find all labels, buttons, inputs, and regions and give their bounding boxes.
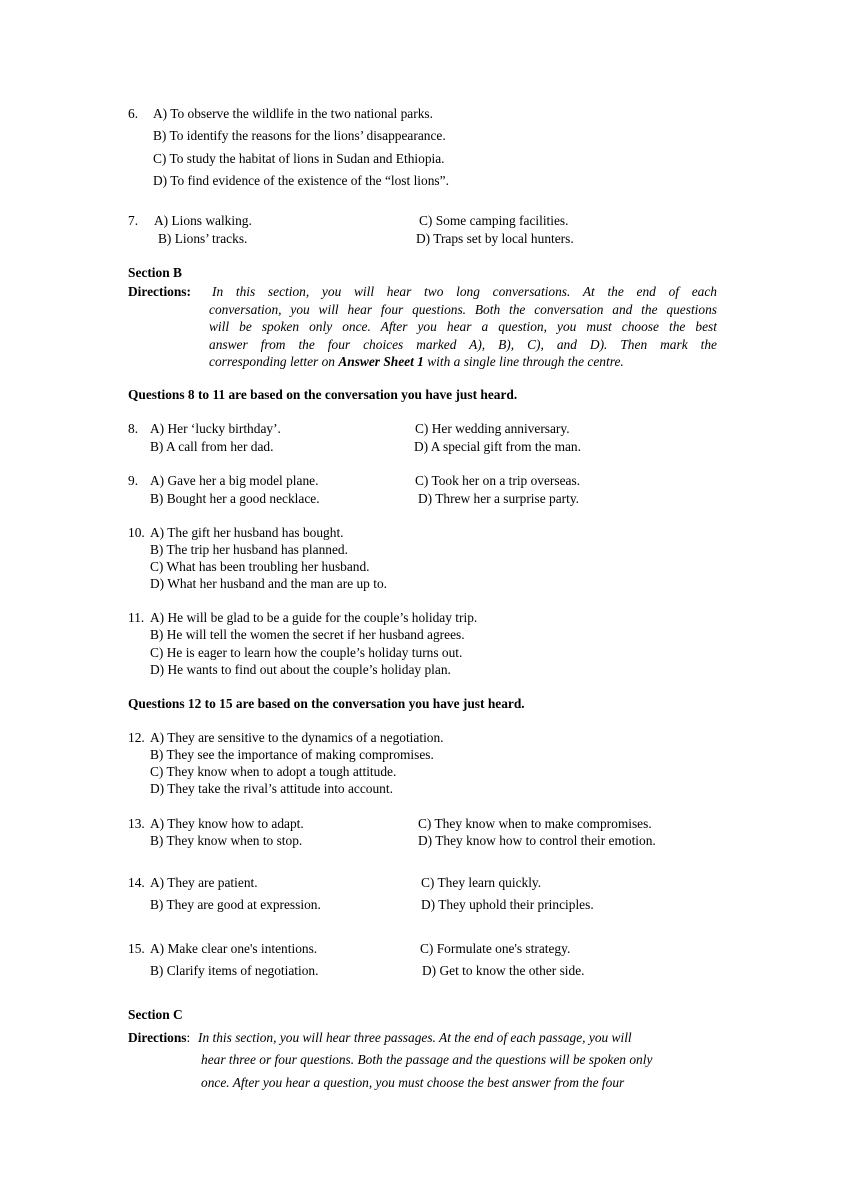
directions-line-5-post: with a single line through the centre. <box>423 354 624 369</box>
directions-line-1: In this section, you will hear three passages. At the end of each passage, you will <box>198 1030 632 1045</box>
q11-option-c: C) He is eager to learn how the couple’s holiday turns out. <box>150 645 463 660</box>
q8-number: 8. <box>128 421 139 436</box>
q10-option-c: C) What has been troubling her husband. <box>150 559 370 574</box>
q14-option-c: C) They learn quickly. <box>421 875 542 890</box>
q14-option-a: A) They are patient. <box>150 875 258 890</box>
q15-number: 15. <box>128 941 145 956</box>
q9-option-d: D) Threw her a surprise party. <box>418 491 580 506</box>
directions-line-2: conversation, you will hear four questions. Both the conversation and the questions <box>209 301 717 317</box>
directions-line-4: answer from the four choices marked A), B), C), and D). Then mark the <box>209 336 717 352</box>
q12-option-d: D) They take the rival’s attitude into account. <box>150 781 393 796</box>
q15-option-c: C) Formulate one's strategy. <box>420 941 571 956</box>
q8-option-d: D) A special gift from the man. <box>414 439 581 454</box>
q10-option-a: A) The gift her husband has bought. <box>150 525 344 540</box>
q11-option-d: D) He wants to find out about the couple’s holiday plan. <box>150 662 451 677</box>
q12-number: 12. <box>128 730 145 745</box>
directions-label-text: Directions <box>128 1030 187 1045</box>
q11-option-b: B) He will tell the women the secret if her husband agrees. <box>150 627 465 642</box>
section-c-title: Section C <box>128 1007 183 1022</box>
section-c-directions-label <box>128 1030 190 1046</box>
group1-heading: Questions 8 to 11 are based on the conversation you have just heard. <box>128 387 518 402</box>
section-b-directions-label <box>128 284 191 300</box>
q9-option-b: B) Bought her a good necklace. <box>150 491 320 506</box>
q9-option-c: C) Took her on a trip overseas. <box>415 473 581 488</box>
q14-option-b: B) They are good at expression. <box>150 897 321 912</box>
directions-line-2: hear three or four questions. Both the passage and the questions will be spoken only <box>201 1052 653 1068</box>
q11-option-a: A) He will be glad to be a guide for the couple’s holiday trip. <box>150 610 478 625</box>
q6-option-b: B) To identify the reasons for the lions’ disappearance. <box>153 128 446 143</box>
q6-option-a: A) To observe the wildlife in the two national parks. <box>153 106 433 121</box>
q6-number: 6. <box>128 106 139 121</box>
q7-option-d: D) Traps set by local hunters. <box>416 231 574 246</box>
section-b-directions-text <box>209 283 717 371</box>
directions-line-5 <box>209 353 717 371</box>
directions-line-5-pre: corresponding letter on <box>209 354 339 369</box>
q11-number: 11. <box>128 610 145 625</box>
q6-option-c: C) To study the habitat of lions in Sudan and Ethiopia. <box>153 151 445 166</box>
q10-number: 10. <box>128 525 145 540</box>
q12-option-c: C) They know when to adopt a tough attitude. <box>150 764 397 779</box>
q7-option-a: A) Lions walking. <box>154 213 252 228</box>
q13-number: 13. <box>128 816 145 831</box>
q12-option-a: A) They are sensitive to the dynamics of a negotiation. <box>150 730 444 745</box>
q8-option-c: C) Her wedding anniversary. <box>415 421 570 436</box>
q13-option-d: D) They know how to control their emotion. <box>418 833 656 848</box>
directions-colon: : <box>186 284 191 299</box>
section-c-directions-text <box>198 1027 653 1094</box>
q9-option-a: A) Gave her a big model plane. <box>150 473 319 488</box>
q6-option-d: D) To find evidence of the existence of the “lost lions”. <box>153 173 449 188</box>
q10-option-b: B) The trip her husband has planned. <box>150 542 348 557</box>
q7-option-c: C) Some camping facilities. <box>419 213 569 228</box>
group2-heading: Questions 12 to 15 are based on the conversation you have just heard. <box>128 696 525 711</box>
q15-option-b: B) Clarify items of negotiation. <box>150 963 319 978</box>
q7-option-b: B) Lions’ tracks. <box>158 231 248 246</box>
q10-option-d: D) What her husband and the man are up to. <box>150 576 387 591</box>
directions-label-text: Directions <box>128 284 187 299</box>
section-b-title: Section B <box>128 265 182 280</box>
q13-option-a: A) They know how to adapt. <box>150 816 304 831</box>
q12-option-b: B) They see the importance of making compromises. <box>150 747 434 762</box>
directions-line-3: once. After you hear a question, you must choose the best answer from the four <box>201 1074 625 1090</box>
q8-option-b: B) A call from her dad. <box>150 439 274 454</box>
directions-line-1: In this section, you will hear two long conversations. At the end of each <box>212 284 717 299</box>
q13-option-b: B) They know when to stop. <box>150 833 303 848</box>
q14-option-d: D) They uphold their principles. <box>421 897 594 912</box>
q7-number: 7. <box>128 213 139 228</box>
answer-sheet-emphasis: Answer Sheet 1 <box>338 354 424 369</box>
q15-option-a: A) Make clear one's intentions. <box>150 941 318 956</box>
directions-line-3: will be spoken only once. After you hear a question, you must choose the best <box>209 319 717 334</box>
q15-option-d: D) Get to know the other side. <box>422 963 585 978</box>
directions-colon: : <box>186 1030 191 1045</box>
q8-option-a: A) Her ‘lucky birthday’. <box>150 421 281 436</box>
q9-number: 9. <box>128 473 139 488</box>
q14-number: 14. <box>128 875 145 890</box>
q13-option-c: C) They know when to make compromises. <box>418 816 652 831</box>
